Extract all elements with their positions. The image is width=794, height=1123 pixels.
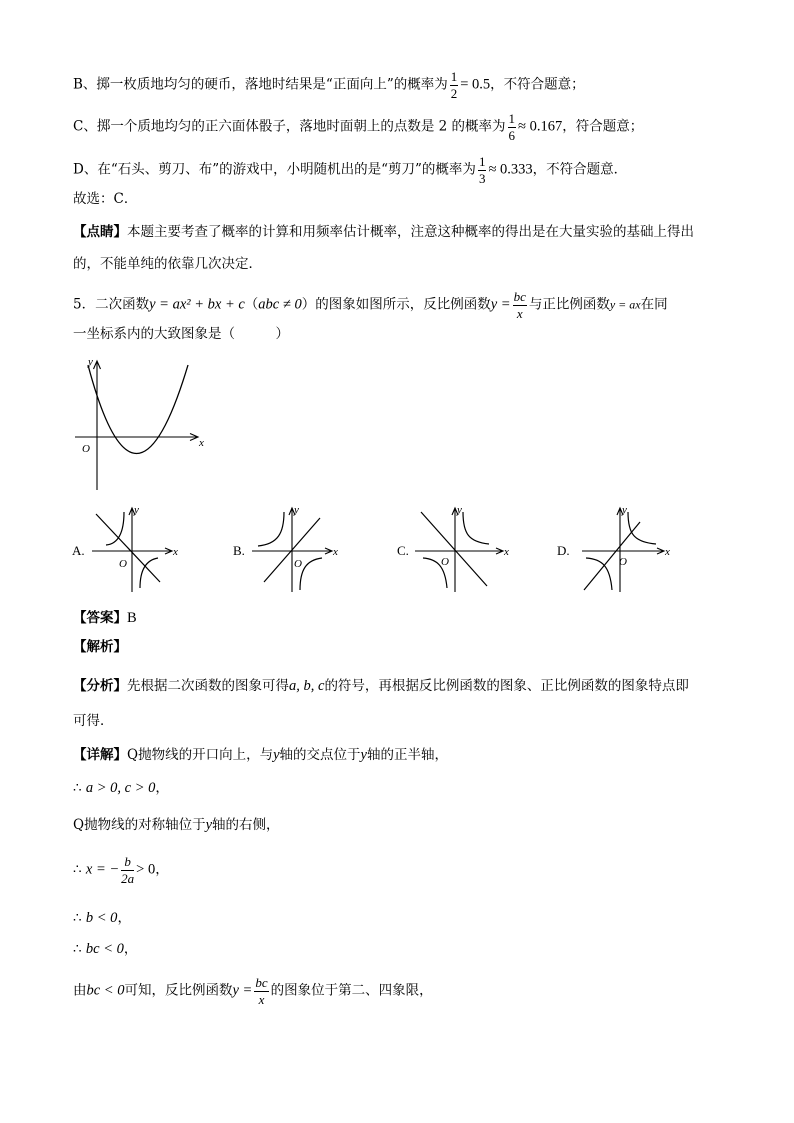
condition: abc ≠ 0 [258, 296, 302, 313]
math: y [360, 747, 367, 763]
fenxi-line-1 [73, 679, 689, 694]
option-b-explanation [73, 70, 585, 100]
x-label: x [504, 546, 509, 558]
origin-label: O [119, 558, 127, 570]
text: ，符合题意； [562, 118, 644, 135]
denominator: 2a [121, 870, 135, 886]
text: 在同 [640, 296, 668, 313]
y-label: y [457, 504, 462, 516]
question-number: 5．二次函数 [73, 296, 150, 313]
comment-line-2: 的，不能单纯的依靠几次决定． [73, 256, 262, 272]
text: 的符号，再根据反比例函数的图象、正比例函数的图象特点即 [324, 678, 689, 694]
option-d-label: D. [557, 543, 570, 558]
equation: = 0.5 [460, 76, 491, 93]
question-5-line-1 [73, 290, 668, 320]
comment-tag: 【点睛】 [73, 224, 127, 240]
x-label: x [173, 546, 178, 558]
step-4 [73, 942, 137, 957]
option-a-label: A. [72, 543, 85, 558]
y-label: y [88, 356, 93, 368]
equation: ≈ 0.333 [488, 161, 533, 178]
denominator: 6 [508, 127, 516, 143]
answer-value: B [127, 610, 137, 626]
text: C、掷一个质地均匀的正六面体骰子，落地时面朝上的点数是 2 的概率为 [73, 118, 506, 135]
option-b-graph [248, 500, 348, 595]
numerator: 1 [450, 69, 458, 84]
option-c-graph [411, 500, 511, 595]
quadratic-function: y = ax² + bx + c [149, 296, 245, 313]
therefore-symbol: ∴ [73, 780, 82, 796]
math: b < 0 [85, 910, 118, 926]
origin-label: O [441, 556, 449, 568]
text: 先根据二次函数的图象可得 [127, 678, 289, 694]
numerator: 1 [478, 154, 486, 169]
linear-function: y = ax [609, 297, 641, 312]
step-3 [73, 911, 131, 926]
text: ，不符合题意； [490, 76, 585, 93]
option-c-explanation [73, 112, 643, 142]
numerator: bc [255, 975, 268, 990]
therefore-symbol: ∴ [73, 861, 82, 878]
fraction [450, 70, 459, 100]
equation: ≈ 0.167 [518, 118, 563, 135]
text: Q抛物线的开口向上，与 [127, 747, 274, 763]
fraction [254, 976, 268, 1006]
text: 的图象位于第二、四象限， [270, 982, 433, 999]
numerator: b [121, 855, 134, 871]
detail-line-1 [73, 748, 448, 763]
text: 轴的交点位于 [279, 747, 361, 763]
detail-line-2 [73, 818, 280, 833]
hyperbola-branch-lower [586, 558, 612, 590]
answer-line [73, 611, 137, 626]
text: 轴的右侧， [212, 817, 280, 833]
math: y [205, 817, 213, 833]
fraction [513, 290, 527, 320]
math: x = − [85, 861, 120, 878]
fenxi-line-2: 可得． [73, 713, 114, 729]
math: > 0 [136, 861, 156, 878]
numerator: bc [513, 289, 526, 304]
math: bc < 0 [86, 982, 125, 999]
math: a, b, c [289, 678, 325, 694]
line-graph [421, 512, 487, 586]
y-label: y [622, 504, 627, 516]
denominator: x [258, 991, 265, 1007]
math: y = [490, 296, 511, 313]
step-1 [73, 781, 169, 796]
text: （ [244, 296, 259, 313]
y-label: y [294, 504, 299, 516]
text: 由 [73, 982, 87, 999]
analysis-tag: 【解析】 [73, 639, 127, 655]
text: 可知，反比例函数 [124, 982, 233, 999]
x-label: x [333, 546, 338, 558]
text: D、在“石头、剪刀、布”的游戏中，小明随机出的是“剪刀”的概率为 [73, 161, 476, 178]
option-a-graph [88, 500, 188, 595]
hyperbola-branch-upper [463, 512, 489, 544]
question-5-line-2: 一坐标系内的大致图象是（ ） [73, 326, 289, 342]
origin-label: O [82, 443, 90, 455]
detail-tag: 【详解】 [73, 747, 127, 763]
hyperbola-branch-upper [628, 512, 656, 544]
x-label: x [199, 437, 204, 449]
hyperbola-branch-lower [140, 558, 158, 588]
text: 轴的正半轴， [366, 747, 448, 763]
text: B、掷一枚质地均匀的硬币，落地时结果是“正面向上”的概率为 [73, 76, 448, 93]
text: ）的图象如图所示，反比例函数 [301, 296, 491, 313]
line-graph [96, 514, 160, 582]
hyperbola-branch-lower [300, 558, 322, 590]
choice-line: 故选：C． [73, 191, 138, 207]
option-c-label: C. [397, 543, 409, 558]
math: bc < 0 [85, 941, 124, 957]
answer-tag: 【答案】 [73, 610, 127, 626]
text: ， [155, 780, 169, 796]
math: y [273, 747, 280, 763]
step-5 [73, 976, 433, 1006]
origin-label: O [294, 558, 302, 570]
text: 与正比例函数 [528, 296, 610, 313]
text: ，不符合题意． [532, 161, 628, 178]
fraction [478, 155, 487, 185]
numerator: 1 [508, 111, 516, 126]
therefore-symbol: ∴ [73, 941, 82, 957]
math: y = [232, 982, 253, 999]
step-2 [73, 855, 169, 885]
math: a > 0, c > 0 [85, 780, 156, 796]
x-label: x [665, 546, 670, 558]
fraction [508, 112, 517, 142]
fenxi-tag: 【分析】 [73, 678, 127, 694]
therefore-symbol: ∴ [73, 910, 82, 926]
origin-label: O [619, 556, 627, 568]
option-b-label: B. [233, 543, 245, 558]
denominator: 2 [450, 85, 458, 101]
y-label: y [134, 504, 139, 516]
text: 本题主要考查了概率的计算和用频率估计概率，注意这种概率的得出是在大量实验的基础上得出 [127, 224, 694, 240]
text: ， [117, 910, 131, 926]
text: Q抛物线的对称轴位于 [73, 817, 206, 833]
comment-line-1 [73, 226, 694, 240]
option-d-graph [576, 500, 676, 595]
parabola-curve [88, 365, 188, 454]
fraction [121, 855, 134, 885]
hyperbola-branch-upper [258, 512, 284, 546]
text: ， [123, 941, 138, 957]
option-d-explanation [73, 155, 627, 185]
denominator: x [516, 305, 523, 321]
text: ， [155, 861, 169, 878]
denominator: 3 [478, 170, 486, 186]
parabola-figure [70, 352, 215, 494]
